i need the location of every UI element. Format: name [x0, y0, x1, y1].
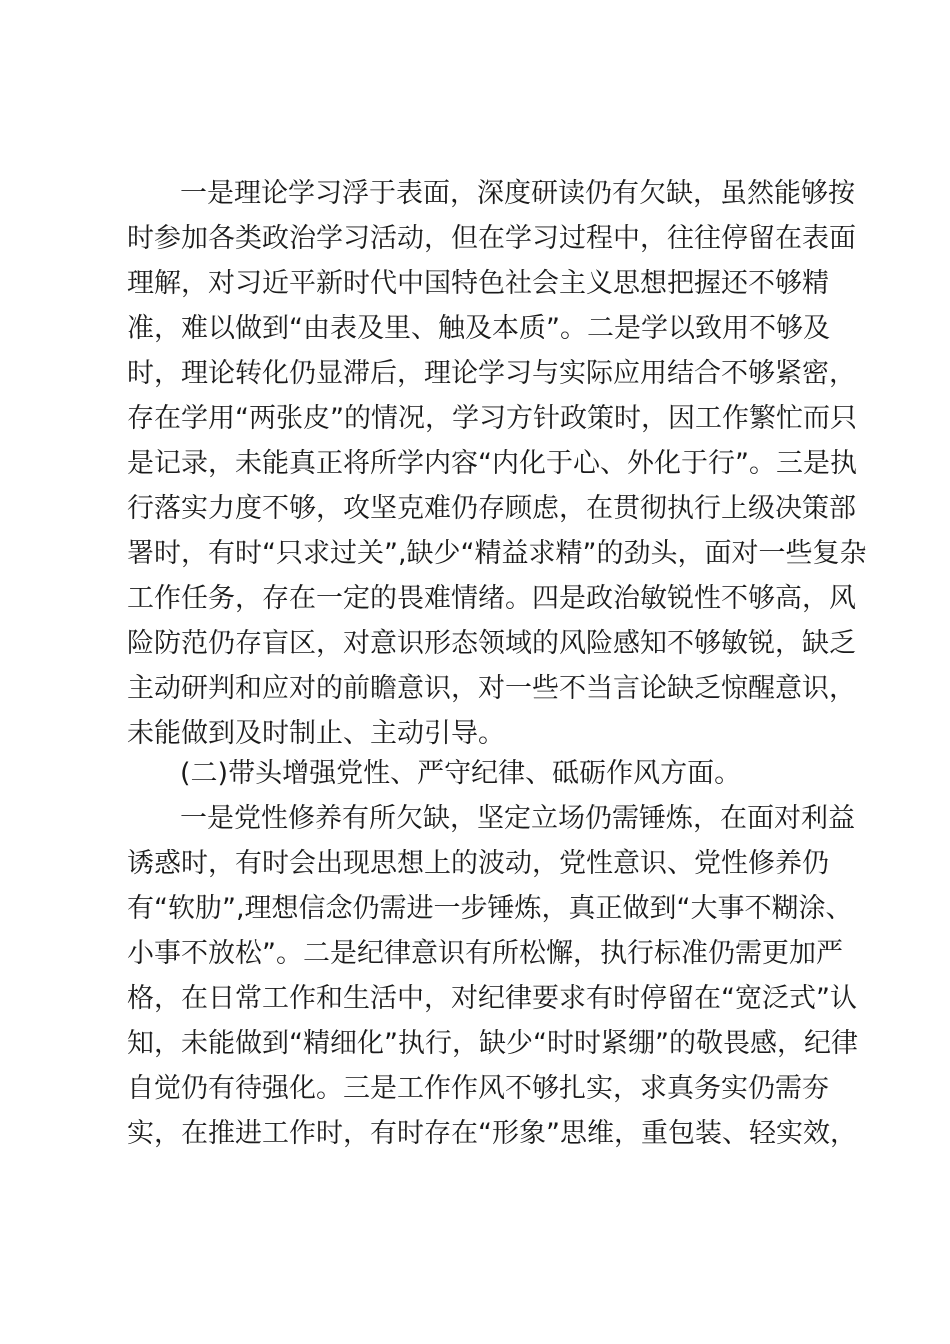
- paragraph-2-line-3: 有“软肋”,理想信念仍需进一步锤炼，真正做到“大事不糊涂、: [127, 893, 853, 924]
- paragraph-2-line-5: 格，在日常工作和生活中，对纪律要求有时停留在“宽泛式”认: [127, 983, 857, 1014]
- paragraph-1-line-4: 准，难以做到“由表及里、触及本质”。二是学以致用不够及: [127, 313, 830, 344]
- paragraph-1-line-6: 存在学用“两张皮”的情况，学习方针政策时，因工作繁忙而只: [127, 403, 857, 434]
- paragraph-1-line-7: 是记录，未能真正将所学内容“内化于心、外化于行”。三是执: [127, 448, 857, 479]
- paragraph-1-line-11: 险防范仍存盲区，对意识形态领域的风险感知不够敏锐，缺乏: [127, 628, 856, 659]
- section-heading: (二)带头增强党性、严守纪律、砥砺作风方面。: [180, 758, 742, 789]
- paragraph-2-line-2: 诱惑时，有时会出现思想上的波动，党性意识、党性修养仍: [127, 848, 829, 879]
- paragraph-1-line-2: 时参加各类政治学习活动，但在学习过程中，往往停留在表面: [127, 223, 856, 254]
- paragraph-1-line-3: 理解，对习近平新时代中国特色社会主义思想把握还不够精: [127, 268, 829, 299]
- paragraph-1-line-5: 时，理论转化仍显滞后，理论学习与实际应用结合不够紧密，: [127, 358, 856, 389]
- paragraph-1-line-9: 署时，有时“只求过关”,缺少“精益求精”的劲头，面对一些复杂: [127, 538, 867, 569]
- paragraph-1-line-8: 行落实力度不够，攻坚克难仍存顾虑，在贯彻执行上级决策部: [127, 493, 856, 524]
- paragraph-2-line-7: 自觉仍有待强化。三是工作作风不够扎实，求真务实仍需夯: [127, 1073, 829, 1104]
- paragraph-2-line-6: 知，未能做到“精细化”执行，缺少“时时紧绷”的敬畏感，纪律: [127, 1028, 858, 1059]
- paragraph-2-line-1: 一是党性修养有所欠缺，坚定立场仍需锤炼，在面对利益: [180, 803, 855, 834]
- paragraph-1-line-10: 工作任务，存在一定的畏难情绪。四是政治敏锐性不够高，风: [127, 583, 856, 614]
- paragraph-1-line-12: 主动研判和应对的前瞻意识，对一些不当言论缺乏惊醒意识，: [127, 673, 856, 704]
- paragraph-2-line-4: 小事不放松”。二是纪律意识有所松懈，执行标准仍需更加严: [127, 938, 843, 969]
- paragraph-2-line-8: 实，在推进工作时，有时存在“形象”思维，重包装、轻实效，: [127, 1118, 857, 1149]
- paragraph-1-line-13: 未能做到及时制止、主动引导。: [127, 718, 505, 749]
- paragraph-1-line-1: 一是理论学习浮于表面，深度研读仍有欠缺，虽然能够按: [180, 178, 855, 209]
